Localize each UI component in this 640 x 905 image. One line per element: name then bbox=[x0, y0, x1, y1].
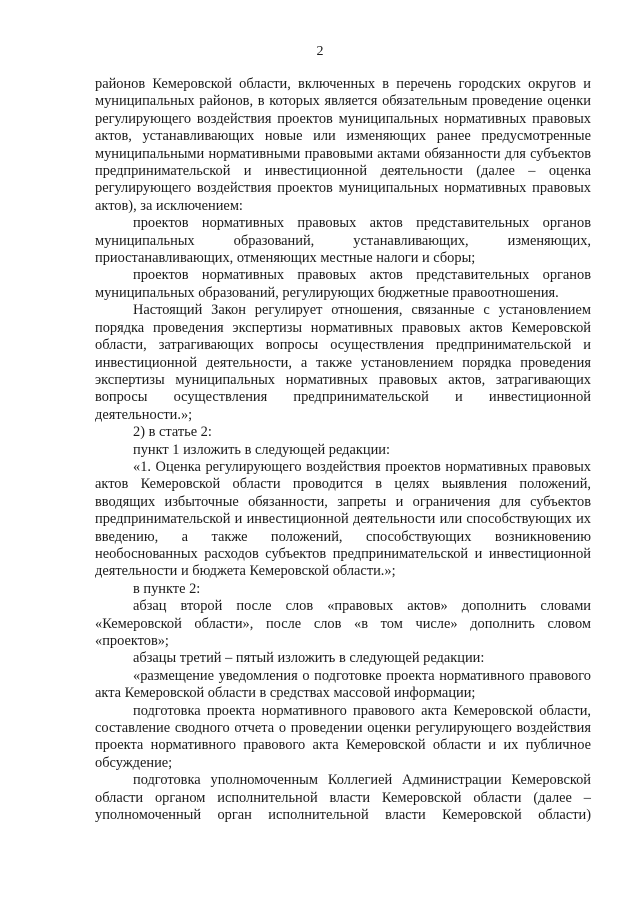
list-item-heading: 2) в статье 2: bbox=[133, 424, 212, 441]
paragraph: «1. Оценка регулирующего воздействия проектов нормативных правовых актов Кемеровской области проводится в целях выявления положений, вводящих избыточные обязанности, запреты и ограничения для субъектов предпринимательской и инвестиционной деятельности или способствующих их введению, а также положений, способствующих возникновению необоснованных расходов субъектов предпринимательской и инвестиционной деятельности и бюджета Кемеровской области.»; bbox=[95, 458, 591, 580]
paragraph: пункт 1 изложить в следующей редакции: bbox=[133, 441, 390, 458]
paragraph: Настоящий Закон регулирует отношения, связанные с установлением порядка проведения экспертизы нормативных правовых актов Кемеровской области, затрагивающих вопросы осуществления предпринимательской и инвестиционной деятельности, а также установлением порядка проведения экспертизы муниципальных нормативных правовых актов, затрагивающих вопросы осуществления предпринимательской и инвестиционной деятельности.»; bbox=[95, 302, 591, 423]
paragraph: в пункте 2: bbox=[133, 580, 201, 597]
document-body bbox=[95, 76, 591, 824]
paragraph: абзац второй после слов «правовых актов» дополнить словами «Кемеровской области», после слов «в том числе» дополнить словом «проектов»; bbox=[95, 598, 591, 649]
paragraph: районов Кемеровской области, включенных в перечень городских округов и муниципальных районов, в которых является обязательным проведение оценки регулирующего воздействия проектов муниципальных нормативных правовых актов, устанавливающих новые или изменяющих ранее предусмотренные муниципальными нормативными правовыми актами обязанности для субъектов предпринимательской и инвестиционной деятельности (далее – оценка регулирующего воздействия проектов муниципальных нормативных правовых актов), за исключением: bbox=[95, 76, 591, 214]
paragraph: подготовка уполномоченным Коллегией Администрации Кемеровской области органом исполнительной власти Кемеровской области (далее – уполномоченный орган исполнительной власти Кемеровской области) bbox=[95, 772, 591, 824]
paragraph: подготовка проекта нормативного правового акта Кемеровской области, составление сводного отчета о проведении оценки регулирующего воздействия проекта нормативного правового акта Кемеровской области и их публичное обсуждение; bbox=[95, 702, 591, 771]
paragraph: проектов нормативных правовых актов представительных органов муниципальных образований, устанавливающих, изменяющих, приостанавливающих, отменяющих местные налоги и сборы; bbox=[95, 215, 591, 267]
paragraph: проектов нормативных правовых актов представительных органов муниципальных образований, регулирующих бюджетные правоотношения. bbox=[95, 267, 591, 301]
paragraph: абзацы третий – пятый изложить в следующей редакции: bbox=[133, 650, 485, 667]
page-number: 2 bbox=[316, 44, 324, 59]
paragraph: «размещение уведомления о подготовке проекта нормативного правового акта Кемеровской области в средствах массовой информации; bbox=[95, 667, 591, 702]
